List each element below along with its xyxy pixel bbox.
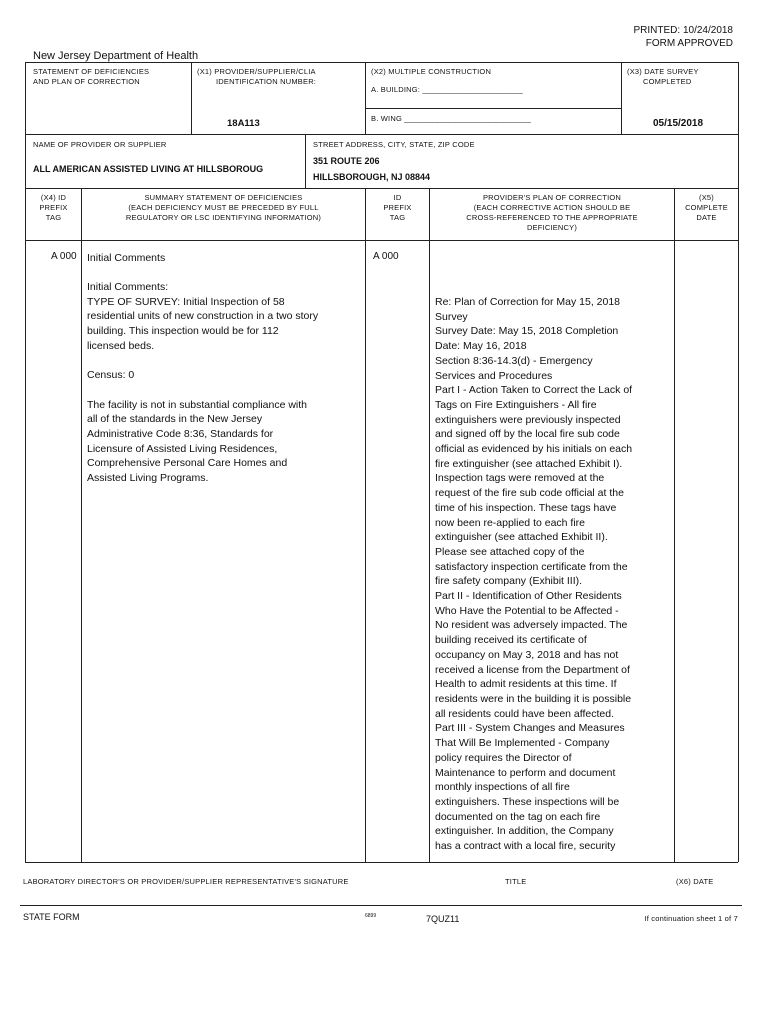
plan-line: Survey — [435, 310, 468, 323]
id-header-line-2: PREFIX — [383, 203, 412, 212]
frame-top-line — [25, 62, 738, 63]
deficiency-line — [87, 383, 318, 398]
statement-label — [33, 67, 149, 87]
deficiency-line: all of the standards in the New Jersey — [87, 413, 263, 426]
x1-label — [197, 67, 362, 87]
deficiency-line: Census: 0 — [87, 369, 135, 382]
plan-tag: A 000 — [373, 251, 399, 262]
signature-line — [20, 905, 742, 906]
plan-line: has a contract with a local fire, security — [435, 840, 616, 853]
plan-header — [430, 193, 674, 233]
x3-label-line-1: (X3) DATE SURVEY — [627, 67, 699, 76]
plan-line: Re: Plan of Correction for May 15, 2018 — [435, 296, 621, 308]
form-approved: FORM APPROVED — [645, 38, 733, 49]
divider-provider — [305, 134, 306, 188]
state-form-label: STATE FORM — [23, 912, 80, 922]
initial-comments-heading: Initial Comments — [87, 252, 166, 264]
address-label: STREET ADDRESS, CITY, STATE, ZIP CODE — [313, 140, 475, 149]
divider-x3 — [621, 62, 622, 134]
statement-label-line-2: AND PLAN OF CORRECTION — [33, 77, 140, 86]
plan-line: residents were in the building it is possible — [435, 692, 632, 705]
title-label: TITLE — [505, 877, 527, 886]
plan-line: and signed off by the local fire sub code — [435, 428, 620, 441]
deficiency-line: Administrative Code 8:36, Standards for — [87, 428, 274, 440]
plan-line: Who Have the Potential to be Affected - — [435, 604, 619, 617]
plan-line: time of his inspection. These tags have — [435, 501, 617, 514]
deficiency-line: residential units of new construction in a two story — [87, 310, 319, 323]
header-row-bottom-line — [25, 240, 738, 241]
x5-header — [675, 193, 738, 223]
plan-line: fire extinguisher (see attached Exhibit I). — [435, 457, 623, 470]
plan-line: Inspection tags were removed at the — [435, 472, 605, 485]
plan-line: Services and Procedures — [435, 369, 553, 382]
plan-line: That Will Be Implemented - Company — [435, 737, 610, 750]
plan-line: fire safety company (Exhibit III). — [435, 575, 583, 588]
deficiency-line: Initial Comments: — [87, 281, 169, 293]
deficiency-line: Licensure of Assisted Living Residences, — [87, 442, 278, 455]
plan-line: official as evidenced by his initials on each — [435, 443, 633, 456]
summary-header — [82, 193, 365, 223]
frame-left-line — [25, 62, 26, 862]
form-number: 6899 — [365, 913, 377, 919]
x1-label-line-1: (X1) PROVIDER/SUPPLIER/CLIA — [197, 67, 316, 76]
col-divider-4 — [674, 188, 675, 862]
wing-label: B. WING _____________________________ — [371, 114, 532, 123]
plan-line: Part I - Action Taken to Correct the Lack of — [435, 384, 633, 397]
plan-line: documented on the tag on each fire — [435, 810, 601, 823]
plan-line: Part III - System Changes and Measures — [435, 722, 625, 735]
frame-bottom-line — [25, 862, 738, 863]
col-divider-3 — [429, 188, 430, 862]
agency-name: New Jersey Department of Health — [33, 50, 199, 62]
x4-header-line-1: (X4) ID — [40, 193, 67, 202]
deficiency-line: licensed beds. — [87, 339, 155, 352]
plan-line: extinguishers were previously inspected — [435, 413, 621, 426]
signature-label: LABORATORY DIRECTOR'S OR PROVIDER/SUPPLIER REPRESENTATIVE'S SIGNATURE — [23, 877, 349, 886]
plan-line: request of the fire sub code official at the — [435, 487, 624, 500]
plan-line: Date: May 16, 2018 — [435, 340, 527, 353]
plan-header-line-4: DEFICIENCY) — [526, 223, 578, 232]
form-code: 7QUZ11 — [426, 914, 460, 924]
plan-line: extinguisher. In addition, the Company — [435, 825, 614, 838]
deficiency-line: TYPE OF SURVEY: Initial Inspection of 58 — [87, 295, 285, 308]
divider-x2 — [365, 62, 366, 134]
summary-header-line-1: SUMMARY STATEMENT OF DEFICIENCIES — [144, 193, 303, 202]
x4-header-line-2: PREFIX — [39, 203, 68, 212]
provider-id-number: 18A113 — [227, 118, 260, 129]
summary-header-line-3: REGULATORY OR LSC IDENTIFYING INFORMATION) — [125, 213, 322, 222]
id-header-line-3: TAG — [389, 213, 406, 222]
plan-line: Please see attached copy of the — [435, 545, 585, 558]
plan-line: Maintenance to perform and document — [435, 766, 616, 779]
plan-line: Survey Date: May 15, 2018 Completion — [435, 325, 619, 338]
plan-of-correction-text — [435, 295, 632, 854]
plan-line: Section 8:36-14.3(d) - Emergency — [435, 354, 593, 367]
provider-name-label: NAME OF PROVIDER OR SUPPLIER — [33, 140, 167, 149]
plan-line: building received its certificate of — [435, 634, 587, 647]
x5-header-line-3: DATE — [696, 213, 717, 222]
deficiency-line: Comprehensive Personal Care Homes and — [87, 457, 288, 470]
printed-date: PRINTED: 10/24/2018 — [633, 25, 733, 36]
plan-header-line-3: CROSS-REFERENCED TO THE APPROPRIATE — [466, 213, 638, 222]
x4-header-line-3: TAG — [45, 213, 62, 222]
building-wing-divider — [365, 108, 621, 109]
plan-line: monthly inspections of all fire — [435, 781, 570, 794]
col-divider-1 — [81, 188, 82, 862]
deficiency-line: Assisted Living Programs. — [87, 472, 209, 485]
survey-completed-date: 05/15/2018 — [653, 118, 704, 129]
col-divider-2 — [365, 188, 366, 862]
plan-line: extinguishers. These inspections will be — [435, 795, 620, 808]
deficiency-tag: A 000 — [51, 251, 77, 262]
plan-line: satisfactory inspection certificate from the — [435, 560, 628, 573]
provider-row-bottom-line — [25, 188, 738, 189]
provider-name: ALL AMERICAN ASSISTED LIVING AT HILLSBOROUG — [33, 164, 264, 174]
plan-header-line-2: (EACH CORRECTIVE ACTION SHOULD BE — [473, 203, 631, 212]
continuation-sheet: If continuation sheet 1 of 7 — [644, 914, 738, 923]
address-line-1: 351 ROUTE 206 — [313, 156, 380, 166]
top-row-bottom-line — [25, 134, 738, 135]
plan-line: Tags on Fire Extinguishers - All fire — [435, 398, 597, 411]
date-label: (X6) DATE — [676, 877, 714, 886]
building-label: A. BUILDING: _______________________ — [371, 85, 523, 94]
x3-label — [627, 67, 735, 87]
deficiency-line: building. This inspection would be for 112 — [87, 325, 279, 338]
x3-label-line-2: COMPLETED — [643, 77, 692, 86]
plan-line: No resident was adversely impacted. The — [435, 619, 628, 632]
print-header — [634, 24, 734, 50]
plan-line: policy requires the Director of — [435, 751, 572, 764]
plan-line: all residents could have been affected. — [435, 707, 615, 720]
deficiency-line — [87, 354, 318, 369]
x5-header-line-2: COMPLETE — [685, 203, 728, 212]
divider-x1 — [191, 62, 192, 134]
x1-label-line-2: IDENTIFICATION NUMBER: — [216, 77, 317, 86]
x2-label: (X2) MULTIPLE CONSTRUCTION — [371, 67, 492, 76]
plan-line: received a license from the Department of — [435, 663, 630, 676]
x5-header-line-1: (X5) — [699, 193, 714, 202]
x4-header — [26, 193, 81, 223]
statement-label-line-1: STATEMENT OF DEFICIENCIES — [33, 67, 150, 76]
plan-line: Health to admit residents at this time. If — [435, 678, 617, 691]
deficiency-text — [87, 280, 318, 486]
frame-right-line — [738, 62, 739, 862]
plan-line: now been re-applied to each fire — [435, 516, 586, 529]
plan-header-line-1: PROVIDER'S PLAN OF CORRECTION — [482, 193, 622, 202]
address-line-2: HILLSBOROUGH, NJ 08844 — [313, 172, 431, 182]
deficiency-line: The facility is not in substantial compliance with — [87, 398, 308, 411]
plan-line: extinguisher (see attached Exhibit II). — [435, 531, 608, 544]
id-header-line-1: ID — [393, 193, 402, 202]
summary-header-line-2: (EACH DEFICIENCY MUST BE PRECEDED BY FULL — [128, 203, 319, 212]
id-header — [366, 193, 429, 223]
plan-line: Part II - Identification of Other Residents — [435, 590, 622, 603]
plan-line: occupancy on May 3, 2018 and has not — [435, 648, 619, 661]
